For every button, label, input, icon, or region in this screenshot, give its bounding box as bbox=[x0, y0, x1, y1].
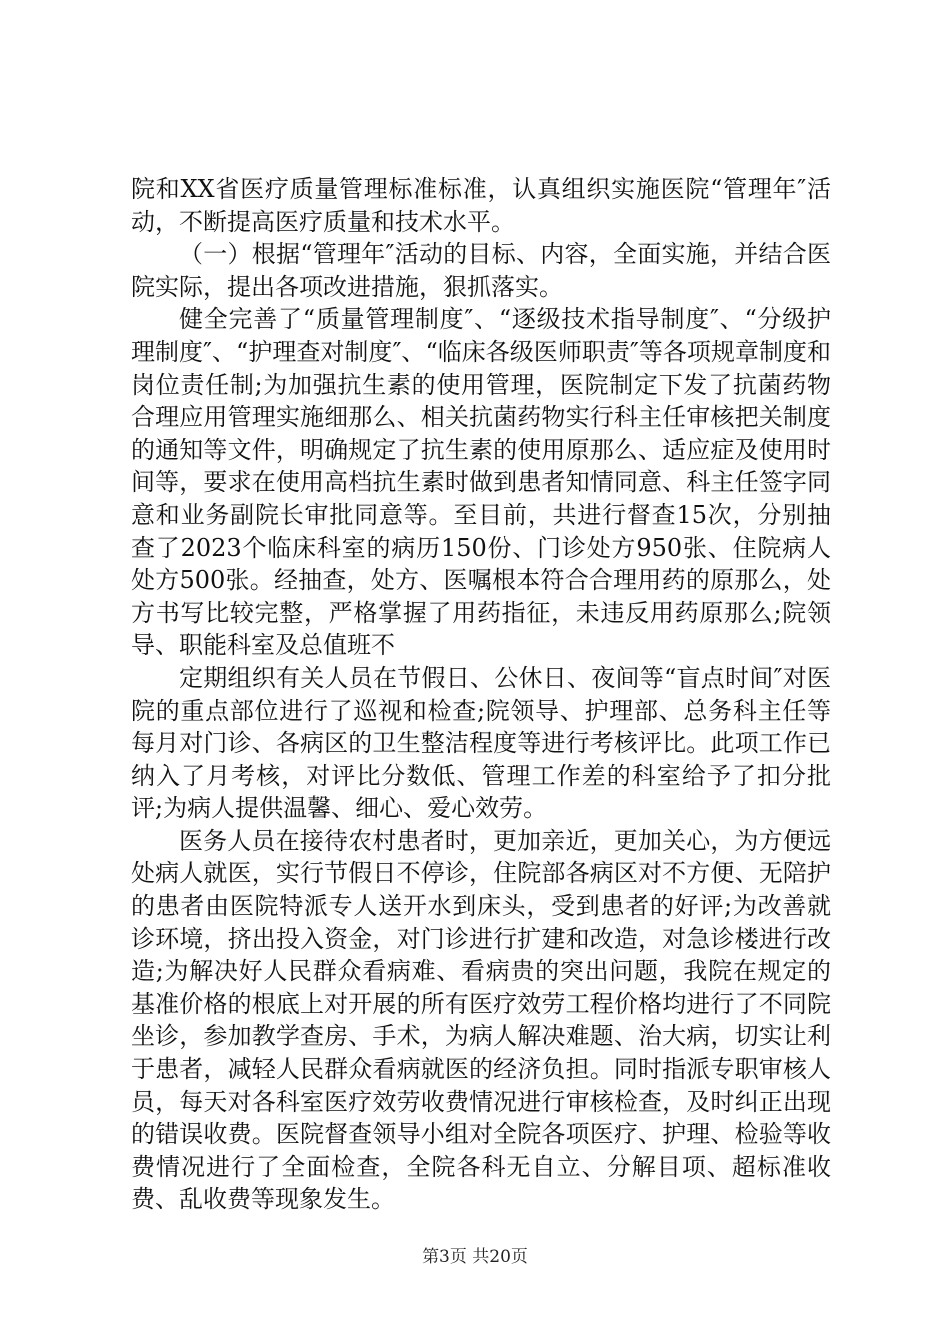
paragraph-2: （一）根据“管理年″活动的目标、内容，全面实施，并结合医院实际，提出各项改进措施，狠抓落实。 bbox=[131, 240, 831, 301]
page-number-label: 第3页 共20页 bbox=[422, 1247, 528, 1267]
page-footer bbox=[0, 1242, 950, 1267]
document-body bbox=[131, 173, 831, 1216]
paragraph-5: 医务人员在接待农村患者时，更加亲近，更加关心，为方便远处病人就医，实行节假日不停诊，住院部各病区对不方便、无陪护的患者由医院特派专人送开水到床头，受到患者的好评;为改善就诊环境，挤出投入资金，对门诊进行扩建和改造，对急诊楼进行改造;为解决好人民群众看病难、看病贵的突出问题，我院在规定的基准价格的根底上对开展的所有医疗效劳工程价格均进行了不同院坐诊，参加教学查房、手术，为病人解决难题、治大病，切实让利于患者，减轻人民群众看病就医的经济负担。同时指派专职审核人员，每天对各科室医疗效劳收费情况进行审核检查，及时纠正出现的错误收费。医院督查领导小组对全院各项医疗、护理、检验等收费情况进行了全面检查，全院各科无自立、分解目项、超标准收费、乱收费等现象发生。 bbox=[131, 826, 831, 1214]
paragraph-4: 定期组织有关人员在节假日、公休日、夜间等“盲点时间″对医院的重点部位进行了巡视和检查;院领导、护理部、总务科主任等每月对门诊、各病区的卫生整洁程度等进行考核评比。此项工作已纳入了月考核，对评比分数低、管理工作差的科室给予了扣分批评;为病人提供温馨、细心、爱心效劳。 bbox=[131, 663, 831, 823]
paragraph-3: 健全完善了“质量管理制度″、“逐级技术指导制度″、“分级护理制度″、“护理查对制度″、“临床各级医师职责″等各项规章制度和岗位责任制;为加强抗生素的使用管理，医院制定下发了抗菌药物合理应用管理实施细那么、相关抗菌药物实行科主任审核把关制度的通知等文件，明确规定了抗生素的使用原那么、适应症及使用时间等，要求在使用高档抗生素时做到患者知情同意、科主任签字同意和业务副院长审批同意等。至目前，共进行督查15次，分别抽查了2023个临床科室的病历150份、门诊处方950张、住院病人处方500张。经抽查，处方、医嘱根本符合合理用药的原那么，处方书写比较完整，严格掌握了用药指征，未违反用药原那么;院领导、职能科室及总值班不 bbox=[131, 305, 831, 660]
paragraph-1: 院和XX省医疗质量管理标准标准，认真组织实施医院“管理年″活动，不断提高医疗质量和技术水平。 bbox=[131, 175, 831, 236]
